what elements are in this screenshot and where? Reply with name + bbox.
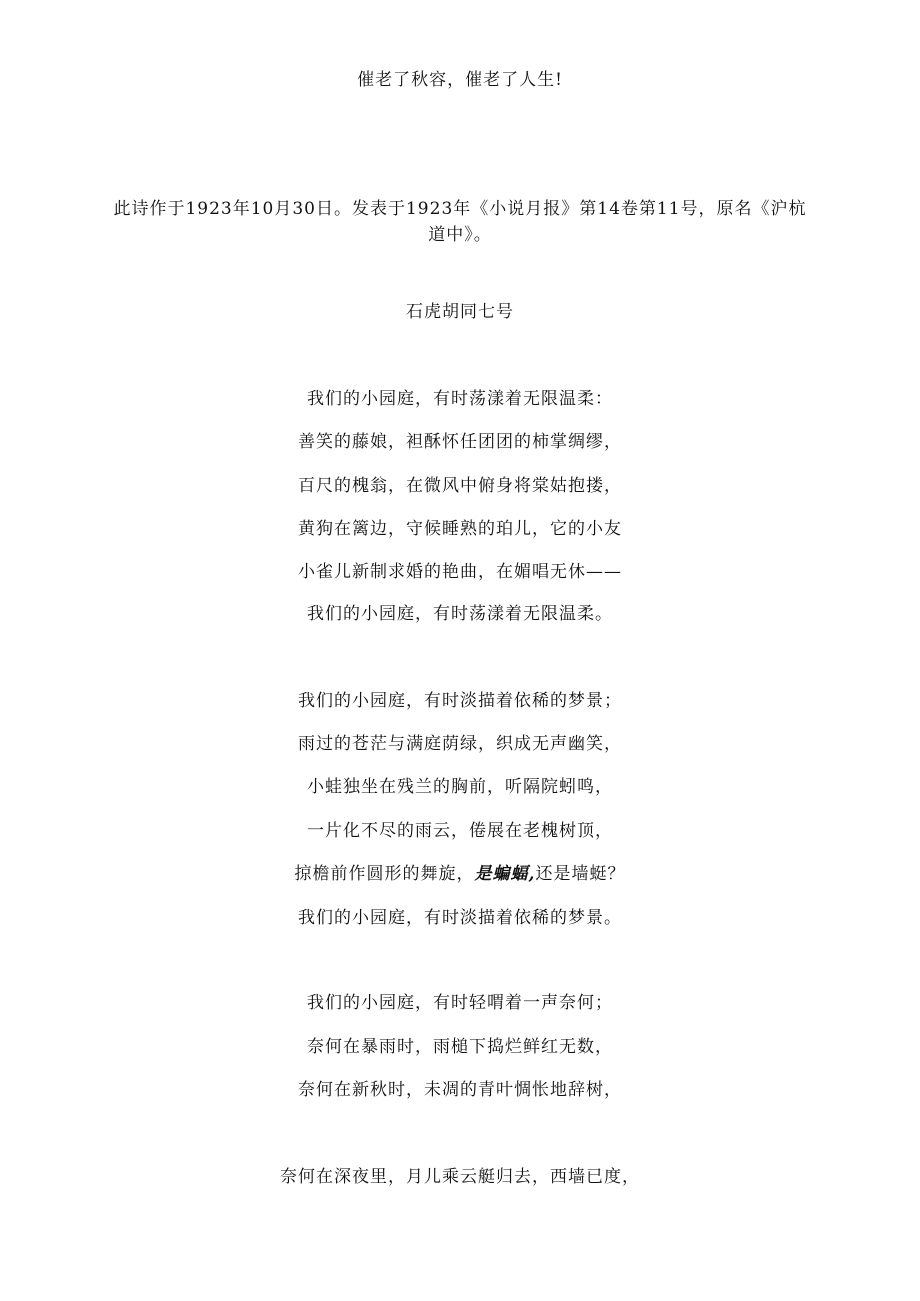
stanza2-line5-after: 还是墙蜓？ <box>535 864 626 884</box>
stanza1-line4: 黄狗在篱边，守候睡熟的珀儿，它的小友 <box>298 519 622 539</box>
stanza3-line2: 奈何在暴雨时，雨槌下捣烂鲜红无数， <box>307 1037 613 1057</box>
stanza2-line5 <box>0 862 920 886</box>
opening-line: 催老了秋容，催老了人生! <box>357 70 563 90</box>
stanza1-line3: 百尺的槐翁，在微风中俯身将棠姑抱搂， <box>298 476 622 496</box>
stanza2-line5-emphasis: 是蝙蝠, <box>474 864 536 884</box>
stanza4-line1: 奈何在深夜里，月儿乘云艇归去，西墙已度， <box>280 1167 640 1187</box>
stanza2-line5-before: 掠檐前作圆形的舞旋， <box>294 864 475 884</box>
stanza3-line1: 我们的小园庭，有时轻喟着一声奈何； <box>307 993 613 1013</box>
stanza2-line1: 我们的小园庭，有时淡描着依稀的梦景； <box>298 691 622 711</box>
stanza2-line6: 我们的小园庭，有时淡描着依稀的梦景。 <box>298 908 622 928</box>
stanza1-line1: 我们的小园庭，有时荡漾着无限温柔： <box>307 389 613 409</box>
stanza2-line4: 一片化不尽的雨云，倦展在老槐树顶， <box>307 821 613 841</box>
stanza2-line3: 小蛙独坐在残兰的胸前，听隔院蚓鸣， <box>307 777 613 797</box>
stanza1-line6: 我们的小园庭，有时荡漾着无限温柔。 <box>307 604 613 624</box>
stanza1-line5: 小雀儿新制求婚的艳曲，在媚唱无休—— <box>298 562 622 582</box>
publication-note: 此诗作于1923年10月30日。发表于1923年《小说月报》第14卷第11号，原名《沪杭道中》。 <box>113 199 807 245</box>
poem-title: 石虎胡同七号 <box>406 302 514 322</box>
stanza1-line2: 善笑的藤娘，袒酥怀任团团的柿掌绸缪， <box>298 432 622 452</box>
stanza3-line3: 奈何在新秋时，未凋的青叶惆怅地辞树， <box>298 1080 622 1100</box>
stanza2-line2: 雨过的苍茫与满庭荫绿，织成无声幽笑， <box>298 734 622 754</box>
